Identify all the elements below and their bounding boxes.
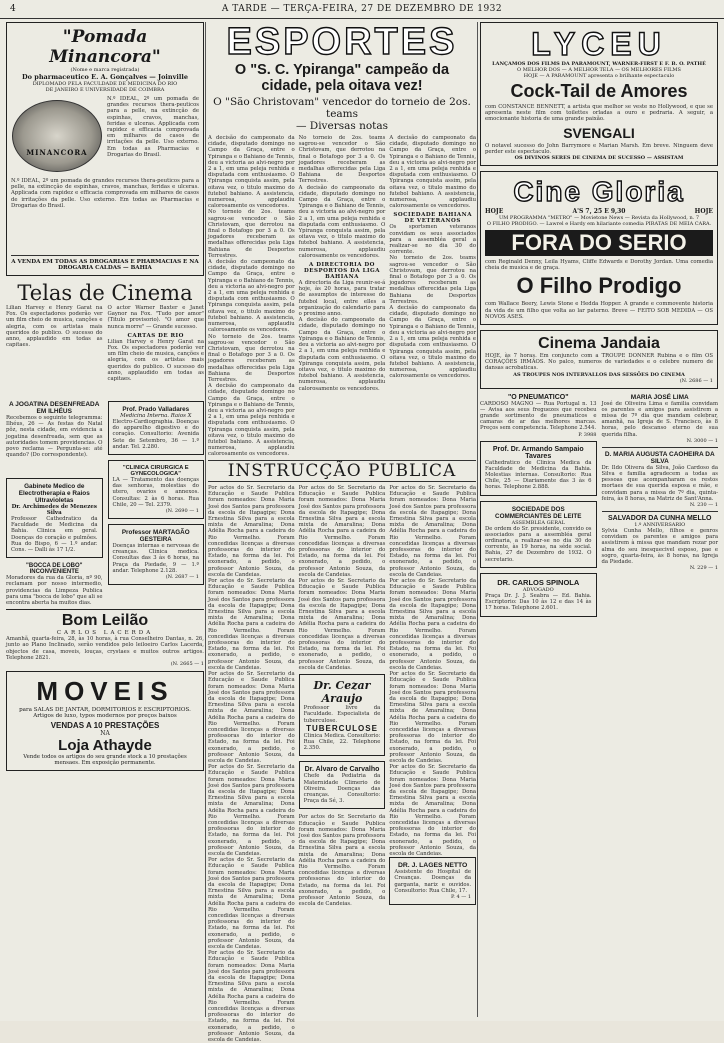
- article-text: Por actos do Sr. Secretario da Educação e Saude Publica foram nomeados: Dona Maria José dos Santos para professora da escola de Itapagipe; Dona Ernestina Silva para a escola mixta de Amaralina; Dona Adélia Rocha para a cadeira do Rio Vermelho. Foram concedidas licenças a diversas professoras do interior do Estado, na forma da lei. Foi exonerado, a pedido, o professor Antonio Souza, da escola de Candeias.: [298, 814, 386, 908]
- ad-body: Professor Cathedratico da Faculdade de Medicina da Bahia. Clinica em geral. Doenças do coração e pulmões. Rua do Bispo, 6 — 1.º andar. Cons. — Dalli às 17 1/2.: [11, 516, 98, 554]
- ad-ref: (N. 2687 — 1: [165, 574, 199, 581]
- ad-body: N.º IDEAL, 2º um pomada de grandes recursos thera-peuticos para a pelle, na extincção de espinhas, cravos, manchas, feridas e ulceras. Applicada com rapidez e efficacia comprovada em milhares de casos de irritações da pelle. Uso externo. Em todas as Pharmacias e Drogarias do Brasil.: [107, 96, 199, 158]
- article-text: Por actos do Sr. Secretario da Educação e Saude Publica foram nomeados: Dona Maria José dos Santos para professora da escola de Itapagipe; Dona Ernestina Silva para a escola mixta de Amaralina; Dona Adélia Rocha para a cadeira do Rio Vermelho. Foram concedidas licenças a diversas professoras do interior do Estado, na forma da lei. Foi exonerado, a pedido, o professor Antonio Souza, da escola de Candeias.: [389, 578, 477, 671]
- ad-body: Electro-Cardiographia. Doenças do apparelho digestivo e do coração. Consultorio: Avenida Sete de Setembro, 36 — 1.º andar. Tel. 2.280.: [112, 419, 199, 450]
- ad-line: DIPLOMADO PELA FACULDADE DE MEDICINA DO RIO: [32, 81, 178, 87]
- ad-title: Cinema Jandaia: [538, 335, 660, 353]
- article-text: A decisão do campeonato da cidade, disputado domingo no Campo da Graça, entre o Ypiranga e o Bahiano de Tennis, deu a victoria ao alvi-negro por 2 a 1, em uma peleja renhida e disputada com enthusiasmo. O Ypiranga conquista assim, pela oitava vez, o titulo maximo do futebol bahiano. A assistencia, numerosa, applaudiu calorosamente os vencedores.: [208, 135, 295, 210]
- subhead: — Diversas notas: [295, 120, 389, 132]
- article-text: No torneio de 2os. teams sagrou-se vencedor o São Christovam, que derrotou na final o Botafogo por 3 a 0. Os jogadores receberam as medalhas offerecidas pela Liga Bahiana de Desportos Terrestres.: [389, 255, 477, 305]
- article-text: A decisão do campeonato da cidade, disputado domingo no Campo da Graça, entre o Ypiranga e o Bahiano de Tennis, deu a victoria ao alvi-negro por 2 a 1, em uma peleja renhida e disputada com enthusiasmo. O Ypiranga conquista assim, pela oitava vez, o titulo maximo do futebol bahiano. A assistencia, numerosa, applaudiu calorosamente os vencedores.: [298, 317, 386, 392]
- ad-footer: A VENDA EM TODAS AS DROGARIAS E PHARMACIAS E NA DROGARIA CALDAS — BAHIA: [11, 259, 199, 271]
- article-text: A directoria da Liga reunir-se-á hoje, às 20 horas, para tratar de assumptos de interesse do futebol local, entre elles a organização do calendario para o proximo anno.: [298, 280, 386, 318]
- ad-body: Clinica Medica. Consultorio: Rua Chile, 22. Telephone 2.350.: [303, 732, 381, 752]
- article-text: Lilian Harvey e Henry Garat na Fox. Os espectadores poderão ver um film cheio de musica, canções e alegria, com os artistas mais queridos do publico. O sucesso do anno, applaudido em todas as capitaes.: [107, 338, 204, 383]
- left-column: [6, 22, 204, 776]
- ad-line: HOJE — A PARAMOUNT apresenta o brilhante espectaculo: [523, 73, 675, 79]
- article-text: Por actos do Sr. Secretario da Educação e Saude Publica foram nomeados: Dona Maria José dos Santos para professora da escola de Itapagipe; Dona Ernestina Silva para a escola mixta de Amaralina; Dona Adélia Rocha para a cadeira do Rio Vermelho. Foram concedidas licenças a diversas professoras do interior do Estado, na forma da lei. Foi exonerado, a pedido, o professor Antonio Souza, da escola de Candeias.: [298, 485, 386, 578]
- ad-title: Gabinete Medico de Electrotherapia e Raios Ultravioletas: [18, 483, 90, 504]
- ad-dr-cezar-araujo: [299, 674, 386, 756]
- article-text: Lilian Harvey e Henry Garat na Fox. Os espectadores poderão ver um film cheio de musica, canções e alegria, com os artistas mais queridos do publico. O sucesso do anno, applaudido em todas as capitaes.: [6, 305, 103, 349]
- masthead-title: A TARDE — TERÇA-FEIRA, 27 DE DEZEMBRO DE 1932: [221, 4, 503, 14]
- article-text: Por actos do Sr. Secretario da Educação e Saude Publica foram nomeados: Dona Maria José dos Santos para professora da escola de Itapagipe; Dona Ernestina Silva para a escola mixta de Amaralina; Dona Adélia Rocha para a cadeira do Rio Vermelho. Foram concedidas licenças a diversas professoras do interior do Estado, na forma da lei. Foi exonerado, a pedido, o professor Antonio Souza, da escola de Candeias.: [298, 578, 386, 671]
- notice-title: SALVADOR DA CUNHA MELLO: [608, 515, 712, 523]
- ad-title: Professor MARTAGÃO GESTEIRA: [121, 529, 190, 544]
- ad-title: SOCIEDADE DOS COMMERCIANTES DE LEITE: [495, 505, 582, 520]
- ad-body: LA — Tratamento das doenças das senhoras, molestias do utero, ovarios e annexos. Consultas: 2 às 6 horas. Rua Chile, 20 — Tel. 2379.: [112, 477, 199, 508]
- headline: O "S. C. Ypiranga" campeão da cidade, pela oitava vez!: [234, 62, 450, 94]
- ad-body: Doenças internas e nervosas de creanças. Clinica medica. Consultas das 3 às 6 horas, na Praça da Piedade, 9 — 1.º andar. Telephone 2.128.: [112, 543, 199, 574]
- ad-title: DR. J. LAGES NETTO: [397, 862, 468, 870]
- notice-subhead: 1.º ANNIVERSARIO: [634, 522, 686, 529]
- article-text: Por actos do Sr. Secretario da Educação e Saude Publica foram nomeados: Dona Maria José dos Santos para professora da escola de Itapagipe; Dona Ernestina Silva para a escola mixta de Amaralina; Dona Adélia Rocha para a cadeira do Rio Vermelho. Foram concedidas licenças a diversas professoras do interior do Estado, na forma da lei. Foi exonerado, a pedido, o professor Antonio Souza, da escola de Candeias.: [389, 485, 477, 578]
- notice-body: Dr. Ildo Olivera da Silva, João Cardoso da Silva e familia agradecem a todas as pessoas que acompanharam os restos mortaes de sua querida esposa e mãe, e convidam para a missa de 7º dia, quinta-feira, às 8 horas, na Matriz de Sant'Anna.: [601, 464, 718, 502]
- article-text: A decisão do campeonato da cidade, disputado domingo no Campo da Graça, entre o Ypiranga e o Bahiano de Tennis, deu a victoria ao alvi-negro por 2 a 1, em uma peleja renhida e disputada com enthusiasmo. O Ypiranga conquista assim, pela oitava vez, o titulo maximo do futebol bahiano. A assistencia, numerosa, applaudiu calorosamente os vencedores.: [389, 305, 477, 380]
- minancora-emblem: [12, 100, 102, 172]
- ad-sessions: A'S 7, 25 E 9,30: [572, 208, 626, 216]
- ad-title: "O PNEUMATICO": [507, 393, 569, 401]
- ad-title: Cine Gloria: [513, 176, 685, 208]
- ad-ref: (N. 2686 — 1: [679, 377, 713, 384]
- article-text: Por actos do Sr. Secretario da Educação e Saude Publica foram nomeados: Dona Maria José dos Santos para professora da escola de Itapagipe; Dona Ernestina Silva para a escola mixta de Amaralina; Dona Adélia Rocha para a cadeira do Rio Vermelho. Foram concedidas licenças a diversas professoras do interior do Estado, na forma da lei. Foi exonerado, a pedido, o professor Antonio Souza, da escola de Candeias.: [389, 764, 477, 857]
- section-subhead: SOCIEDADE BAHIANA DE VETERANOS: [393, 212, 472, 225]
- section-telas-de-cinema: [6, 281, 204, 397]
- ad-gabinete-medico: [6, 478, 103, 558]
- subhead: O "São Christovam" vencedor do torneio de 2os. teams: [213, 96, 471, 120]
- ad-line: VENDAS A 10 PRESTAÇÕES: [50, 721, 160, 731]
- notice-ref: N. 229 — 1: [689, 565, 718, 572]
- ad-armando-tavares: [480, 441, 597, 496]
- ad-auctioneer: CARLOS LACERDA: [56, 630, 154, 637]
- ad-footer: AS TROUPES NOS INTERVALLOS DAS SESSÕES DO CINEMA: [513, 371, 685, 378]
- ad-footer: OS DIVINOS SERES DE CINEMA DE SUCESSO — ASSISTAM: [514, 155, 684, 162]
- ad-lyceu: [480, 22, 718, 166]
- article-headline: "BOCCA DE LOBO" INCONVENIENTE: [26, 563, 83, 576]
- article-text: No torneio de 2os. teams sagrou-se vencedor o São Christovam, que derrotou na final o Botafogo por 3 a 0. Os jogadores receberam as medalhas offerecidas pela Liga Bahiana de Desportos Terrestres.: [208, 333, 295, 383]
- ad-body: N.º IDEAL, 2º um pomada de grandes recursos thera-peuticos para a pelle, na extincção de espinhas, cravos, manchas, feridas e ulceras. Applicada com rapidez e efficacia comprovada em milhares de casos de irritações da pelle. Uso externo. Em todas as Pharmacias e Drogarias do Brasil.: [11, 178, 199, 209]
- ad-feature: SVENGALI: [563, 124, 635, 141]
- ad-body: HOJE, às 7 horas. Em conjuncto com a TROUPE DONNER Rubina e o film OS CORAÇÕES IRMÃOS. No palco, numeros de variedades e o celebre numero de dansas acrobaticas.: [485, 353, 713, 372]
- ad-ref: P. 4 — 1: [450, 894, 472, 900]
- article-text: Moradores da rua da Gloria, nº 90, reclamam por nosso intermedio, providencias da Limpeza Publica para uma "bocca de lobo" que ali se encontra aberta ha muitos dias.: [6, 575, 103, 607]
- section-subhead: A DIRECTORIA DO DESPORTOS DA LIGA BAHIANA: [304, 262, 380, 281]
- article-text: A decisão do campeonato da cidade, disputado domingo no Campo da Graça, entre o Ypiranga e o Bahiano de Tennis, deu a victoria ao alvi-negro por 2 a 1, em uma peleja renhida e disputada com enthusiasmo. O Ypiranga conquista assim, pela oitava vez, o titulo maximo do futebol bahiano. A assistencia, numerosa, applaudiu calorosamente os vencedores.: [389, 135, 477, 210]
- ad-subhead: ADVOGADO: [522, 586, 554, 593]
- ad-carlos-spinola: [480, 573, 597, 617]
- ad-title: DR. CARLOS SPINOLA: [497, 577, 580, 587]
- section-title: Telas de Cinema: [17, 281, 193, 305]
- ad-subhead: ASSEMBLEA GERAL: [511, 519, 565, 526]
- ad-dr-alvaro: [299, 761, 386, 809]
- article-text: Os sportsmen veteranos convidam os seus associados para a assembléa geral a realizar-se no dia 30 do corrente.: [389, 224, 477, 256]
- ad-title: "Pomada Minancora": [49, 27, 161, 67]
- ad-body: Cathedratico de Clinica Medica da Faculdade de Medicina da Bahia. Molestias internas. Consultorio: Rua Chile, 25 — Diariamente das 3 às 6 horas. Telephone 2.888.: [485, 459, 592, 491]
- ad-line: LANÇAMOS DOS FILMS DA PARAMOUNT, WARNER-FIRST E F. B. O. PATHÉ: [492, 61, 706, 67]
- page-number: 4: [10, 4, 16, 14]
- ad-doctor: Dr. Archimedes de Menezes Silva: [11, 504, 97, 516]
- article-text: Por actos do Sr. Secretario da Educação e Saude Publica foram nomeados: Dona Maria José dos Santos para professora da escola de Itapagipe; Dona Ernestina Silva para a escola mixta de Amaralina; Dona Adélia Rocha para a cadeira do Rio Vermelho. Foram concedidas licenças a diversas professoras do interior do Estado, na forma da lei. Foi exonerado, a pedido, o professor Antonio Souza, da escola de Candeias.: [208, 764, 295, 857]
- ad-body: Amanhã, quarta-feira, 28, às 10 horas, à rua Conselheiro Dantas, n. 26, junto ao Plano Inclinado, serão vendidos pelo leiloeiro Carlos Lacerda, objectos de casa, moveis, louças, crystaes e muitos outros artigos. Telephone 2821.: [6, 636, 204, 661]
- ad-moveis: [6, 671, 204, 771]
- article-text: Por actos do Sr. Secretario da Educação e Saude Publica foram nomeados: Dona Maria José dos Santos para professora da escola de Itapagipe; Dona Ernestina Silva para a escola mixta de Amaralina; Dona Adélia Rocha para a cadeira do Rio Vermelho. Foram concedidas licenças a diversas professoras do interior do Estado, na forma da lei. Foi exonerado, a pedido, o professor Antonio Souza, da escola de Candeias.: [208, 485, 295, 578]
- ad-store: Loja Athayde: [58, 737, 152, 755]
- ad-body: Praça Dr. J. J. Seabra — Ed. Bahia. Escriptorio: Das 10 às 12 e das 14 às 17 horas. Telephone 2.601.: [485, 592, 592, 612]
- ad-body: CARDOSO MAGNO — Rua Portugal n. 13 — Avisa aos seus freguezes que recebeu grande sortimento de pneumaticos e camaras de ar das melhores marcas. Preços sem competencia. Telephone 2.544.: [480, 400, 597, 432]
- ad-body: Professor livre da Faculdade. Especialista de tuberculose.: [303, 705, 381, 724]
- ad-subhead: TUBERCULOSE: [306, 723, 378, 733]
- ad-dr-lages: [389, 857, 476, 905]
- ad-ref: (N. 2665 — 1: [170, 661, 204, 668]
- ad-subtitle: (Nome e marca registrada): [70, 67, 140, 73]
- section-title: INSTRUCÇÃO PUBLICA: [208, 460, 476, 482]
- article-text: A decisão do campeonato da cidade, disputado domingo no Campo da Graça, entre o Ypiranga e o Bahiano de Tennis, deu a victoria ao alvi-negro por 2 a 1, em uma peleja renhida e disputada com enthusiasmo. O Ypiranga conquista assim, pela oitava vez, o titulo maximo do futebol bahiano. A assistencia, numerosa, applaudiu calorosamente os vencedores.: [298, 184, 386, 259]
- article-text: Por actos do Sr. Secretario da Educação e Saude Publica foram nomeados: Dona Maria José dos Santos para professora da escola de Itapagipe; Dona Ernestina Silva para a escola mixta de Amaralina; Dona Adélia Rocha para a cadeira do Rio Vermelho. Foram concedidas licenças a diversas professoras do interior do Estado, na forma da lei. Foi exonerado, a pedido, o professor Antonio Souza, da escola de Candeias.: [208, 578, 295, 671]
- masthead: [0, 0, 724, 19]
- notice-title: MARIA JOSÉ LIMA: [630, 393, 689, 401]
- ad-title: Dr. Alvaro de Carvalho: [304, 766, 380, 774]
- article-headline: A JOGATINA DESENFREADA EM ILHÉUS: [9, 401, 100, 415]
- article-text: Por actos do Sr. Secretario da Educação e Saude Publica foram nomeados: Dona Maria José dos Santos para professora da escola de Itapagipe; Dona Ernestina Silva para a escola mixta de Amaralina; Dona Adélia Rocha para a cadeira do Rio Vermelho. Foram concedidas licenças a diversas professoras do interior do Estado, na forma da lei. Foi exonerado, a pedido, o professor Antonio Souza, da escola de Candeias.: [389, 671, 477, 764]
- ad-clinica-cirurgica: [108, 460, 205, 519]
- ad-cine-gloria: [480, 171, 718, 325]
- ad-body: com Reginald Denny, Leila Hyams, Cliffe Edwards e Dorothy Jordan. Uma comedia cheia de musica e de graça.: [485, 259, 713, 272]
- ad-title: Prof. Dr. Armando Sampaio Tavares: [492, 445, 584, 460]
- ad-ref: P. 3988: [578, 431, 597, 438]
- ad-line: O MELHOR DOS — A MELHOR TELA — OS MELHORES FILMS: [517, 67, 681, 73]
- ad-program: UM PROGRAMMA "METRO" — Movietone News — Revista da Hollywood, n. 7: [498, 215, 700, 222]
- ad-feature: O Filho Prodigo: [516, 273, 682, 299]
- ad-sociedade-leite: [480, 501, 597, 568]
- ad-title: "CLINICA CIRURGICA E GYNECOLOGICA": [122, 465, 189, 478]
- article-text: A decisão do campeonato da cidade, disputado domingo no Campo da Graça, entre o Ypiranga e o Bahiano de Tennis, deu a victoria ao alvi-negro por 2 a 1, em uma peleja renhida e disputada com enthusiasmo. O Ypiranga conquista assim, pela oitava vez, o titulo maximo do futebol bahiano. A assistencia, numerosa, applaudiu calorosamente os vencedores.: [208, 259, 295, 334]
- ad-title: MOVEIS: [36, 676, 174, 707]
- article-text: No torneio de 2os. teams sagrou-se vencedor o São Christovam, que derrotou na final o Botafogo por 3 a 0. Os jogadores receberam as medalhas offerecidas pela Liga Bahiana de Desportos Terrestres.: [208, 209, 295, 259]
- ad-body: O notavel sucesso do John Barrymore e Marian Marsh. Em breve. Ninguem deve perder este espectaculo.: [485, 142, 713, 155]
- notice-body: José de Oliveira Lima e familia convidam os parentes e amigos para assistirem a missa de 7º dia que mandam celebrar, amanhã, na Igreja de S. Francisco, às 8 horas, pelo descanso eterno de sua querida filha.: [601, 400, 718, 438]
- ad-pomada-minancora: [6, 22, 204, 276]
- ad-hoje: HOJE: [485, 208, 504, 216]
- article-text: O actor Warner Baxter e Janet Gaynor na Fox. "Tudo por amor" (Titulo provisorio). "O amor que nunca morre" — Grande sucesso.: [107, 305, 204, 330]
- ad-footer: Vende todos os artigos do seu grande stock a 10 prestações mensaes. Em exposição permanente.: [23, 754, 187, 767]
- section-banner: ESPORTES: [226, 21, 458, 63]
- right-column: [480, 22, 718, 804]
- column-rule: [477, 22, 478, 1017]
- notice-body: Sylvia Cunha Mello, filhos e genros convidam os parentes e amigos para assistirem à missa que mandam rezar por alma do seu inesquecivel esposo, pae e sogro, quarta-feira, às 8 horas, na Igreja da Piedade.: [601, 528, 718, 566]
- emblem-label: MINANCORA: [26, 148, 88, 157]
- center-column: [208, 21, 477, 1043]
- ad-feature: FORA DO SERIO: [485, 230, 713, 256]
- ad-body: Assistente do Hospital de Creanças. Doenças da garganta, nariz e ouvidos. Consultorio: Rua Chile, 17.: [394, 869, 472, 894]
- ad-body: De ordem do Sr. presidente, convido os associados para a assembléa geral ordinaria, a realizar-se no dia 30 do corrente, às 19 horas, na séde social. Bahia, 27 de Dezembro de 1932. O secretario.: [485, 525, 592, 563]
- ad-pharmacist: Do pharmaceutico E. A. Gonçalves — Joinville: [22, 73, 188, 81]
- ad-martagao: [108, 524, 205, 585]
- notice-title: D. MARIA AUGUSTA CAOHEIRA DA SILVA: [604, 450, 715, 465]
- ad-feature: Cock-Tail de Amores: [510, 81, 688, 101]
- ad-valladares: [108, 401, 205, 455]
- ad-body: para SALAS DE JANTAR, DORMITORIOS E ESCRIPTORIOS. Artigos de luxo, typos modernos por preços baixos: [19, 707, 191, 720]
- article-text: Recebemos o seguinte telegramma: Ilhéus, 26 — As festas do Natal pôz, nesta cidade, em evidencia a jogatina desenfreada, sem que as autoridades tomem providencias. O povo reclama — Pergunta-se: até quando? (Do correspondente).: [6, 415, 103, 459]
- ad-bom-leilao: [6, 609, 204, 667]
- ad-ref: (N. 2690 — 1: [165, 508, 199, 515]
- ad-hoje: HOJE: [694, 208, 713, 216]
- ad-title: Bom Leilão: [61, 612, 149, 630]
- notice-ref: N. 3000 — 1: [686, 437, 718, 444]
- ad-line: O FILHO PRODIGO. — Lawrel e Hardy em hilariante comedia PIRATAS DE MEIA CARA.: [486, 221, 712, 228]
- ad-title: Dr. Cezar Araujo: [313, 679, 371, 706]
- notice-ref: N. 230 — 1: [689, 502, 718, 509]
- ad-body: com Wallace Beery, Lewis Stone e Hedda Hopper. A grande e commovente historia da vida de um filho que volta ao lar paterno. Breve — FEITO SOB MEDIDA — OS NOVOS ASES.: [485, 301, 713, 320]
- ad-title: Prof. Prado Valladares: [122, 406, 190, 413]
- article-text: No torneio de 2os. teams sagrou-se vencedor o São Christovam, que derrotou na final o Botafogo por 3 a 0. Os jogadores receberam as medalhas offerecidas pela Liga Bahiana de Desportos Terrestres.: [298, 135, 386, 185]
- column-rule: [205, 22, 206, 1017]
- ad-body: Chefe da Pediatria da Maternidade Climerio de Oliveira. Doenças das creanças. Consultorio: Praça da Sé, 3.: [303, 773, 381, 805]
- ad-title: LYCEU: [531, 26, 667, 62]
- ad-body: com CONSTANCE BENNETT, a artista que melhor se veste no Hollywood, e que se apresenta neste film com toilettes orladas a ouro e pedraria. A seguir, a emocionante historia de uma grande paixão.: [485, 104, 713, 123]
- ad-cinema-jandaia: [480, 330, 718, 389]
- section-subhead: CARTAS DE RIO: [127, 332, 184, 339]
- article-text: A decisão do campeonato da cidade, disputado domingo no Campo da Graça, entre o Ypiranga e o Bahiano de Tennis, deu a victoria ao alvi-negro por 2 a 1, em uma peleja renhida e disputada com enthusiasmo. O Ypiranga conquista assim, pela oitava vez, o titulo maximo do futebol bahiano. A assistencia, numerosa, applaudiu calorosamente os vencedores.: [208, 383, 295, 458]
- article-text: Por actos do Sr. Secretario da Educação e Saude Publica foram nomeados: Dona Maria José dos Santos para professora da escola de Itapagipe; Dona Ernestina Silva para a escola mixta de Amaralina; Dona Adélia Rocha para a cadeira do Rio Vermelho. Foram concedidas licenças a diversas professoras do interior do Estado, na forma da lei. Foi exonerado, a pedido, o professor Antonio Souza, da escola de Candeias.: [208, 671, 295, 764]
- ad-line: DE JANEIRO E UNIVERSIDADE DE COIMBRA: [45, 87, 165, 93]
- article-text: Por actos do Sr. Secretario da Educação e Saude Publica foram nomeados: Dona Maria José dos Santos para professora da escola de Itapagipe; Dona Ernestina Silva para a escola mixta de Amaralina; Dona Adélia Rocha para a cadeira do Rio Vermelho. Foram concedidas licenças a diversas professoras do interior do Estado, na forma da lei. Foi exonerado, a pedido, o professor Antonio Souza, da escola de Candeias.: [208, 950, 295, 1043]
- article-text: Por actos do Sr. Secretario da Educação e Saude Publica foram nomeados: Dona Maria José dos Santos para professora da escola de Itapagipe; Dona Ernestina Silva para a escola mixta de Amaralina; Dona Adélia Rocha para a cadeira do Rio Vermelho. Foram concedidas licenças a diversas professoras do interior do Estado, na forma da lei. Foi exonerado, a pedido, o professor Antonio Souza, da escola de Candeias.: [208, 857, 295, 951]
- ad-line: NA: [100, 730, 110, 738]
- ad-subtitle: Medicina Interna. Raios X: [120, 413, 192, 419]
